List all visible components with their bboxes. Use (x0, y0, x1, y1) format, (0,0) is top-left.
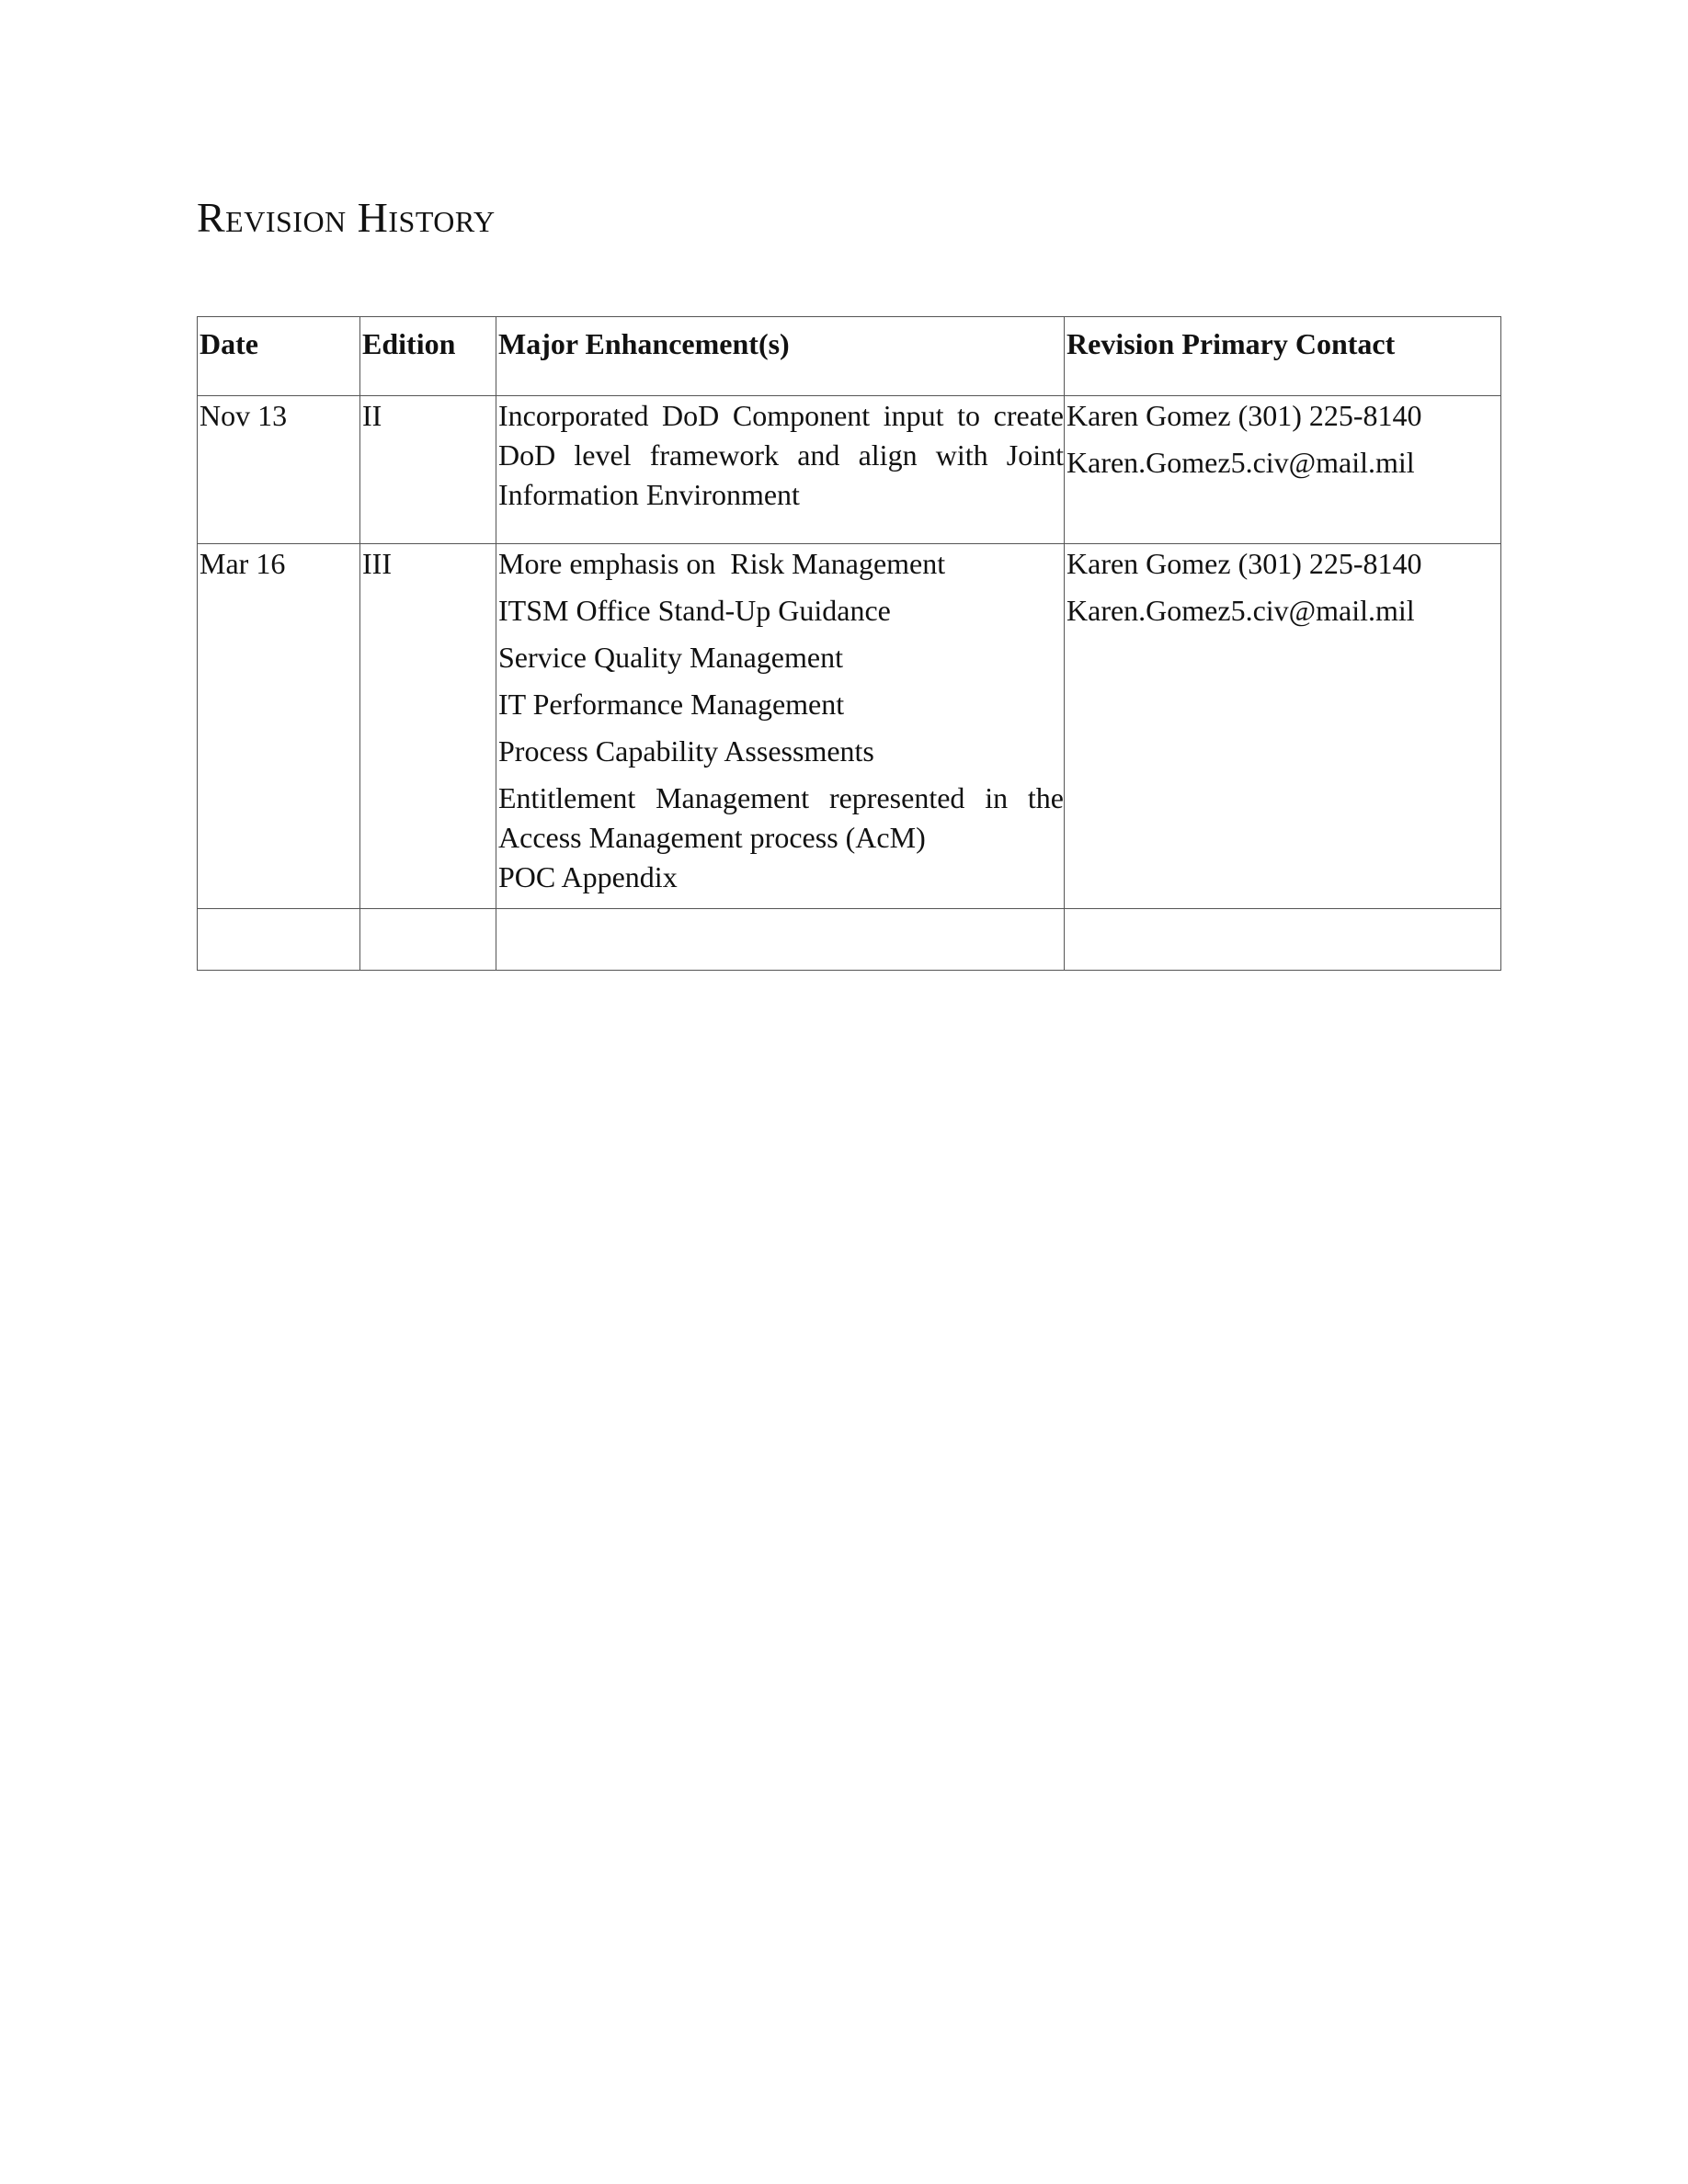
header-date: Date (198, 317, 360, 396)
table-row (198, 396, 1501, 544)
contact-email: Karen.Gomez5.civ@mail.mil (1066, 594, 1415, 627)
cell-enhancements (496, 544, 1065, 909)
enhancement-item: ITSM Office Stand-Up Guidance (498, 594, 891, 627)
contact-name: Karen Gomez (301) 225-8140 (1066, 399, 1422, 432)
enhancement-item: Incorporated DoD Component input to create DoD level framework and align with Joint Information Environment (498, 399, 1064, 511)
page-title: Revision History (197, 194, 496, 241)
table-row (198, 544, 1501, 909)
cell-empty (198, 909, 360, 971)
enhancement-item: More emphasis on Risk Management (498, 547, 946, 580)
enhancement-item: Entitlement Management represented in the Access Management process (AcM) (498, 781, 1064, 854)
cell-date: Mar 16 (198, 544, 360, 909)
contact-name: Karen Gomez (301) 225-8140 (1066, 547, 1422, 580)
header-edition: Edition (360, 317, 496, 396)
cell-empty (496, 909, 1065, 971)
cell-empty (360, 909, 496, 971)
table-row-empty (198, 909, 1501, 971)
revision-history-table (197, 316, 1501, 971)
header-enhancements: Major Enhancement(s) (496, 317, 1065, 396)
table-header-row (198, 317, 1501, 396)
contact-email: Karen.Gomez5.civ@mail.mil (1066, 446, 1415, 479)
enhancement-item: IT Performance Management (498, 688, 845, 721)
cell-empty (1065, 909, 1501, 971)
cell-contact (1065, 396, 1501, 544)
cell-date: Nov 13 (198, 396, 360, 544)
cell-contact (1065, 544, 1501, 909)
cell-enhancements (496, 396, 1065, 544)
header-contact: Revision Primary Contact (1065, 317, 1501, 396)
enhancement-item: POC Appendix (498, 860, 678, 893)
cell-edition: III (360, 544, 496, 909)
enhancement-item: Process Capability Assessments (498, 734, 874, 768)
enhancement-item: Service Quality Management (498, 641, 843, 674)
cell-edition: II (360, 396, 496, 544)
